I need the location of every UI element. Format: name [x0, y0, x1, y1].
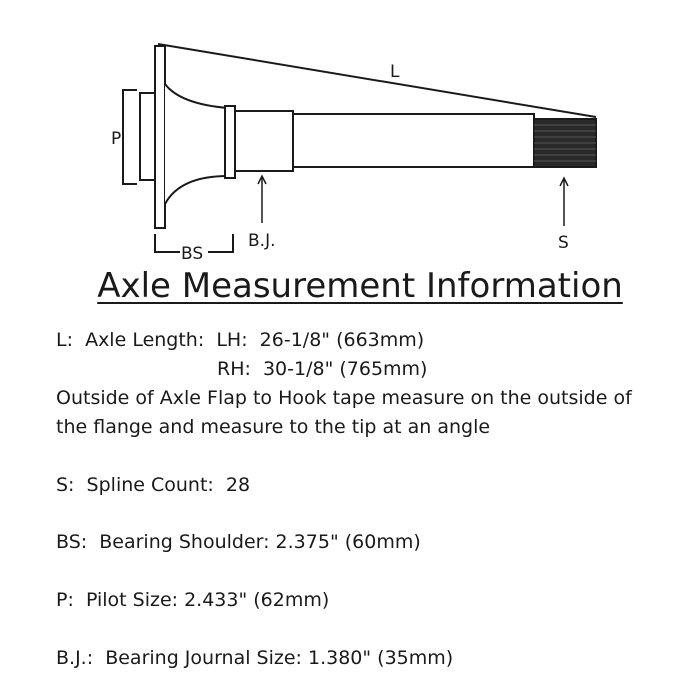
axle-bearing-journal	[235, 111, 293, 171]
axle-shaft	[293, 114, 534, 167]
bearing-shoulder-size: BS: Bearing Shoulder: 2.375" (60mm)	[56, 531, 421, 553]
axle-diagram	[0, 0, 700, 275]
length-label: L	[390, 62, 400, 82]
axle-flange	[155, 46, 165, 228]
length-line	[158, 44, 596, 117]
spline-arrow	[560, 178, 568, 226]
pilot-bracket	[123, 90, 137, 184]
spline-label: S	[558, 233, 569, 253]
length-instructions: Outside of Axle Flap to Hook tape measure on the outside of the flange and measure to the tip at an angle	[56, 387, 632, 438]
pilot-size: P: Pilot Size: 2.433" (62mm)	[56, 589, 330, 611]
page-title: Axle Measurement Information	[97, 266, 623, 306]
pilot-label: P	[111, 129, 122, 149]
axle-pilot	[140, 93, 155, 180]
axle-length-lh: L: Axle Length: LH: 26-1/8" (663mm)	[56, 329, 425, 351]
bearing-journal-label: B.J.	[248, 231, 276, 251]
axle-length-rh: RH: 30-1/8" (765mm)	[217, 358, 428, 380]
spline-count: S: Spline Count: 28	[56, 474, 251, 496]
bearing-journal-size: B.J.: Bearing Journal Size: 1.380" (35mm)	[56, 647, 454, 669]
axle-bearing-shoulder	[225, 106, 235, 178]
axle-neck	[165, 84, 228, 204]
bearing-journal-arrow	[258, 176, 266, 223]
bearing-shoulder-label: BS	[181, 244, 204, 264]
